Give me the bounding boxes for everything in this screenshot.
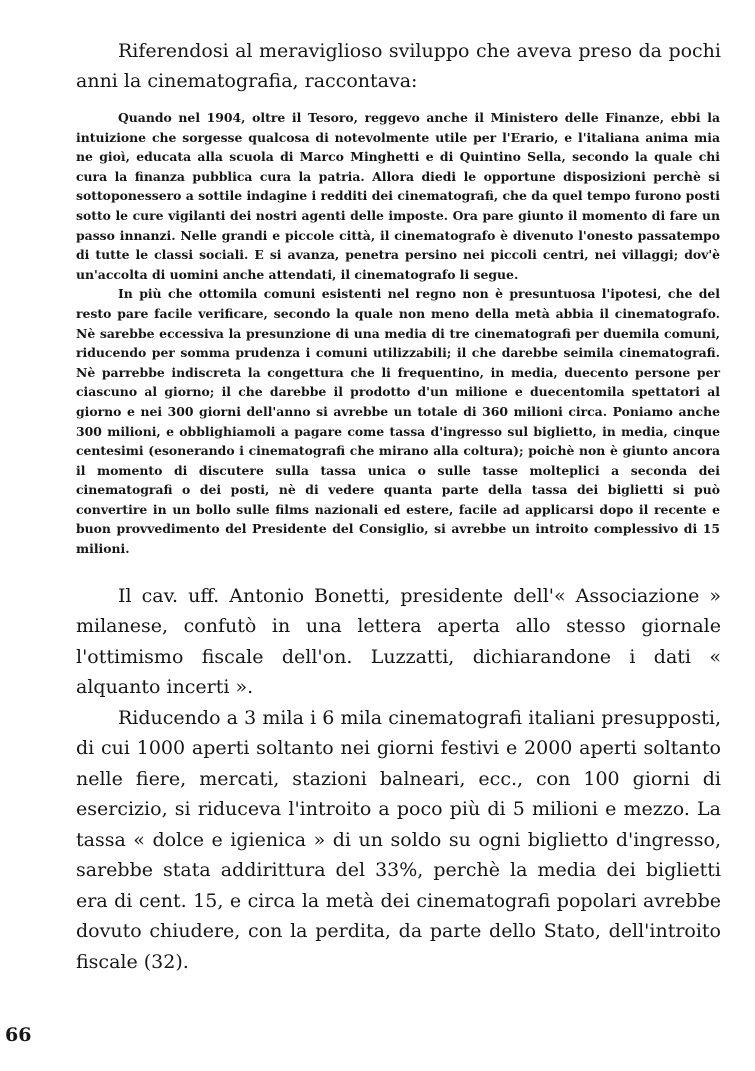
- quote-paragraph-1: Quando nel 1904, oltre il Tesoro, reggevo anche il Ministero delle Finanze, ebbi la intuizione che sorgesse qualcosa di notevolmente utile per l'Erario, e l'italiana anima mia ne gioì, educata alla scuola di Marco Minghetti e di Quintino Sella, secondo la quale chi cura la finanza pubblica cura la patria. Allora diedi le opportune disposizioni perchè si sottoponessero a sottile indagine i redditi dei cinematografi, che da quel tempo furono posti sotto le cure vigilanti dei nostri agenti delle imposte. Ora pare giunto il momento di fare un passo innanzi. Nelle grandi e piccole città, il cinematografo è divenuto l'onesto passatempo di tutte le classi sociali. E si avanza, penetra persino nei piccoli centri, nei villaggi; dov'è un'accolta di uomini anche attendati, il cinematografo li segue.: [76, 110, 720, 282]
- block-quote: [76, 108, 720, 559]
- quote-paragraph-2: In più che ottomila comuni esistenti nel regno non è presuntuosa l'ipotesi, che del resto pare facile verificare, secondo la quale non meno della metà abbia il cinematografo. Nè sarebbe eccessiva la presunzione di una media di tre cinematografi per duemila comuni, riducendo per somma prudenza i comuni utilizzabili; il che darebbe seimila cinematografi. Nè parrebbe indiscreta la congettura che li frequentino, in media, duecento persone per ciascuno al giorno; il che darebbe il prodotto d'un milione e duecentomila spettatori al giorno e nei 300 giorni dell'anno si avrebbe un totale di 360 milioni circa. Poniamo anche 300 milioni, e obblighiamoli a pagare come tassa d'ingresso sul biglietto, in media, cinque centesimi (esonerando i cinematografi che mirano alla coltura); poichè non è giunto ancora il momento di discutere sulla tassa unica o sulle tasse molteplici a seconda dei cinematografi o dei posti, nè di vedere quanta parte della tassa dei biglietti si può convertire in un bollo sulle films nazionali ed estere, facile ad applicarsi dopo il recente e buon provvedimento del Presidente del Consiglio, si avrebbe un introito complessivo di 15 milioni.: [76, 286, 720, 557]
- page-number: 66: [5, 1024, 32, 1046]
- intro-paragraph: Riferendosi al meraviglioso sviluppo che aveva preso da pochi anni la cinematografia, raccontava:: [76, 40, 721, 92]
- body-paragraph-2: Riducendo a 3 mila i 6 mila cinematografi italiani presupposti, di cui 1000 aperti soltanto nei giorni festivi e 2000 aperti soltanto nelle fiere, mercati, stazioni balneari, ecc., con 100 giorni di esercizio, si riduceva l'introito a poco più di 5 milioni e mezzo. La tassa « dolce e igienica » di un soldo su ogni biglietto d'ingresso, sarebbe stata addirittura del 33%, perchè la media dei biglietti era di cent. 15, e circa la metà dei cinematografi popolari avrebbe dovuto chiudere, con la perdita, da parte dello Stato, dell'introito fiscale (32).: [76, 706, 721, 973]
- book-page: [76, 36, 721, 1036]
- body-paragraph-1: Il cav. uff. Antonio Bonetti, presidente dell'« Associazione » milanese, confutò in una lettera aperta allo stesso giornale l'ottimismo fiscale dell'on. Luzzatti, dichiarandone i dati « alquanto incerti ».: [76, 584, 721, 699]
- body-text: [76, 581, 721, 978]
